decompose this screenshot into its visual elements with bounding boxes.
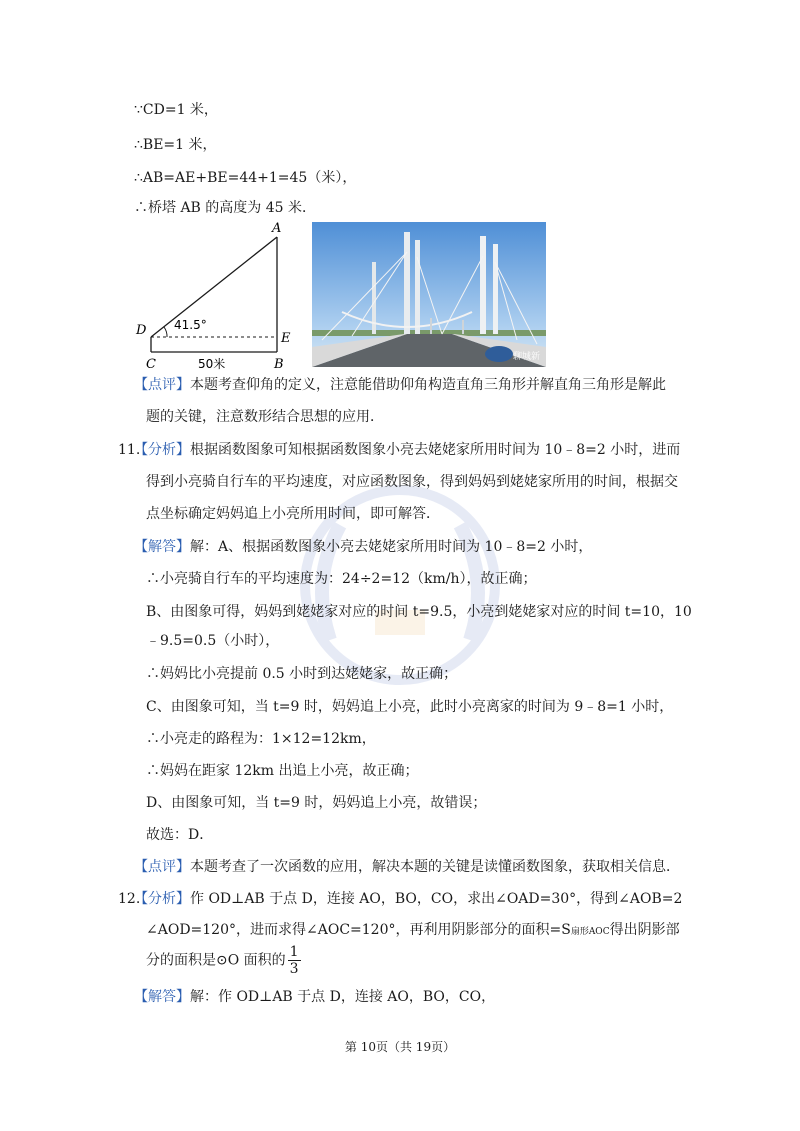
- analysis-11-b: 得到小亮骑自行车的平均速度，对应函数图象，得到妈妈到姥姥家所用的时间，根据交: [146, 474, 678, 490]
- review-11: [134, 857, 680, 877]
- line-da: [151, 237, 277, 337]
- solution-11-d: ﹣9.5=0.5（小时），: [146, 633, 280, 649]
- review-10-cont: 题的关键，注意数形结合思想的应用．: [146, 409, 384, 425]
- bridge-illustration: [312, 222, 546, 367]
- label-b: B: [274, 357, 284, 372]
- analysis-12-c: [146, 944, 301, 977]
- solution-tag: 【解答】: [134, 539, 190, 555]
- solution-11-i: D、由图象可知，当 t=9 时，妈妈追上小亮，故错误；: [146, 795, 487, 811]
- analysis-12-b-text: ∠AOD=120°，进而求得∠AOC=120°，再利用阴影部分的面积=S: [146, 922, 571, 938]
- review-tag: 【点评】: [134, 859, 190, 875]
- label-d: D: [136, 323, 147, 338]
- solution-11-h: ∴妈妈在距家 12km 出追上小亮，故正确；: [146, 763, 419, 779]
- line-ab: ∴AB=AE+BE=44+1=45（米），: [134, 170, 357, 186]
- review-text: 本题考查了一次函数的应用，解决本题的关键是读懂函数图象，获取相关信息．: [190, 859, 680, 875]
- analysis-text: 根据函数图象可知根据函数图象小亮去姥姥家所用时间为 10﹣8=2 小时，进而: [190, 442, 681, 458]
- line-height: ∴桥塔 AB 的高度为 45 米．: [134, 200, 317, 216]
- solution-tag: 【解答】: [134, 989, 190, 1005]
- label-a: A: [272, 222, 282, 236]
- fraction-denominator: 3: [289, 961, 299, 977]
- question-11-number: 11.: [118, 442, 141, 458]
- logo-mark: [485, 346, 513, 362]
- analysis-12-b-tail: 得出阴影部: [609, 922, 680, 938]
- line-be: ∴BE=1 米，: [134, 137, 217, 153]
- line-cd: ∵CD=1 米，: [134, 102, 218, 118]
- solution-11-c: B、由图象可得，妈妈到姥姥家对应的时间 t=9.5，小亮到姥姥家对应的时间 t=10，10: [146, 604, 692, 620]
- analysis-11-c: 点坐标确定妈妈追上小亮所用时间，即可解答．: [146, 506, 440, 522]
- angle-label: 41.5°: [174, 318, 207, 332]
- solution-12: [134, 987, 495, 1007]
- analysis-12-c-text: 分的面积是⊙O 面积的: [146, 952, 286, 969]
- analysis-text: 作 OD⊥AB 于点 D，连接 AO，BO，CO，求出∠OAD=30°，得到∠AOB=2: [190, 891, 683, 907]
- analysis-11: [134, 440, 680, 460]
- solution-11-b: ∴小亮骑自行车的平均速度为：24÷2=12（km/h），故正确；: [146, 571, 537, 587]
- solution-11: [134, 537, 592, 557]
- label-c: C: [146, 357, 156, 372]
- label-e: E: [281, 331, 291, 346]
- right-triangle-figure: [134, 222, 304, 372]
- fraction-one-third: [288, 944, 301, 977]
- analysis-12: [134, 889, 682, 909]
- solution-text: 解：作 OD⊥AB 于点 D，连接 AO，BO，CO，: [190, 989, 496, 1005]
- solution-text: 解：A、根据函数图象小亮去姥姥家所用时间为 10﹣8=2 小时，: [190, 539, 593, 555]
- solution-11-f: C、由图象可知，当 t=9 时，妈妈追上小亮，此时小亮离家的时间为 9﹣8=1 小时，: [146, 699, 674, 715]
- solution-11-j: 故选：D．: [146, 827, 214, 843]
- solution-11-g: ∴小亮走的路程为：1×12=12km，: [146, 731, 376, 747]
- review-10: [134, 375, 666, 395]
- question-12-number: 12.: [118, 891, 141, 907]
- page-footer: 第 10页（共 19页）: [344, 1040, 456, 1054]
- sector-subscript: 扇形AOC: [570, 927, 610, 937]
- bridge-photo: [312, 222, 546, 367]
- photo-watermark: 聊城新: [513, 352, 541, 362]
- angle-arc: [164, 327, 167, 337]
- fraction-numerator: 1: [289, 944, 299, 960]
- analysis-tag: 【分析】: [134, 891, 190, 907]
- analysis-12-b: [146, 920, 680, 942]
- distance-label: 50米: [198, 357, 226, 371]
- solution-11-e: ∴妈妈比小亮提前 0.5 小时到达姥姥家，故正确；: [146, 666, 458, 682]
- review-text: 本题考查仰角的定义，注意能借助仰角构造直角三角形并解直角三角形是解此: [190, 377, 666, 393]
- analysis-tag: 【分析】: [134, 442, 190, 458]
- review-tag: 【点评】: [134, 377, 190, 393]
